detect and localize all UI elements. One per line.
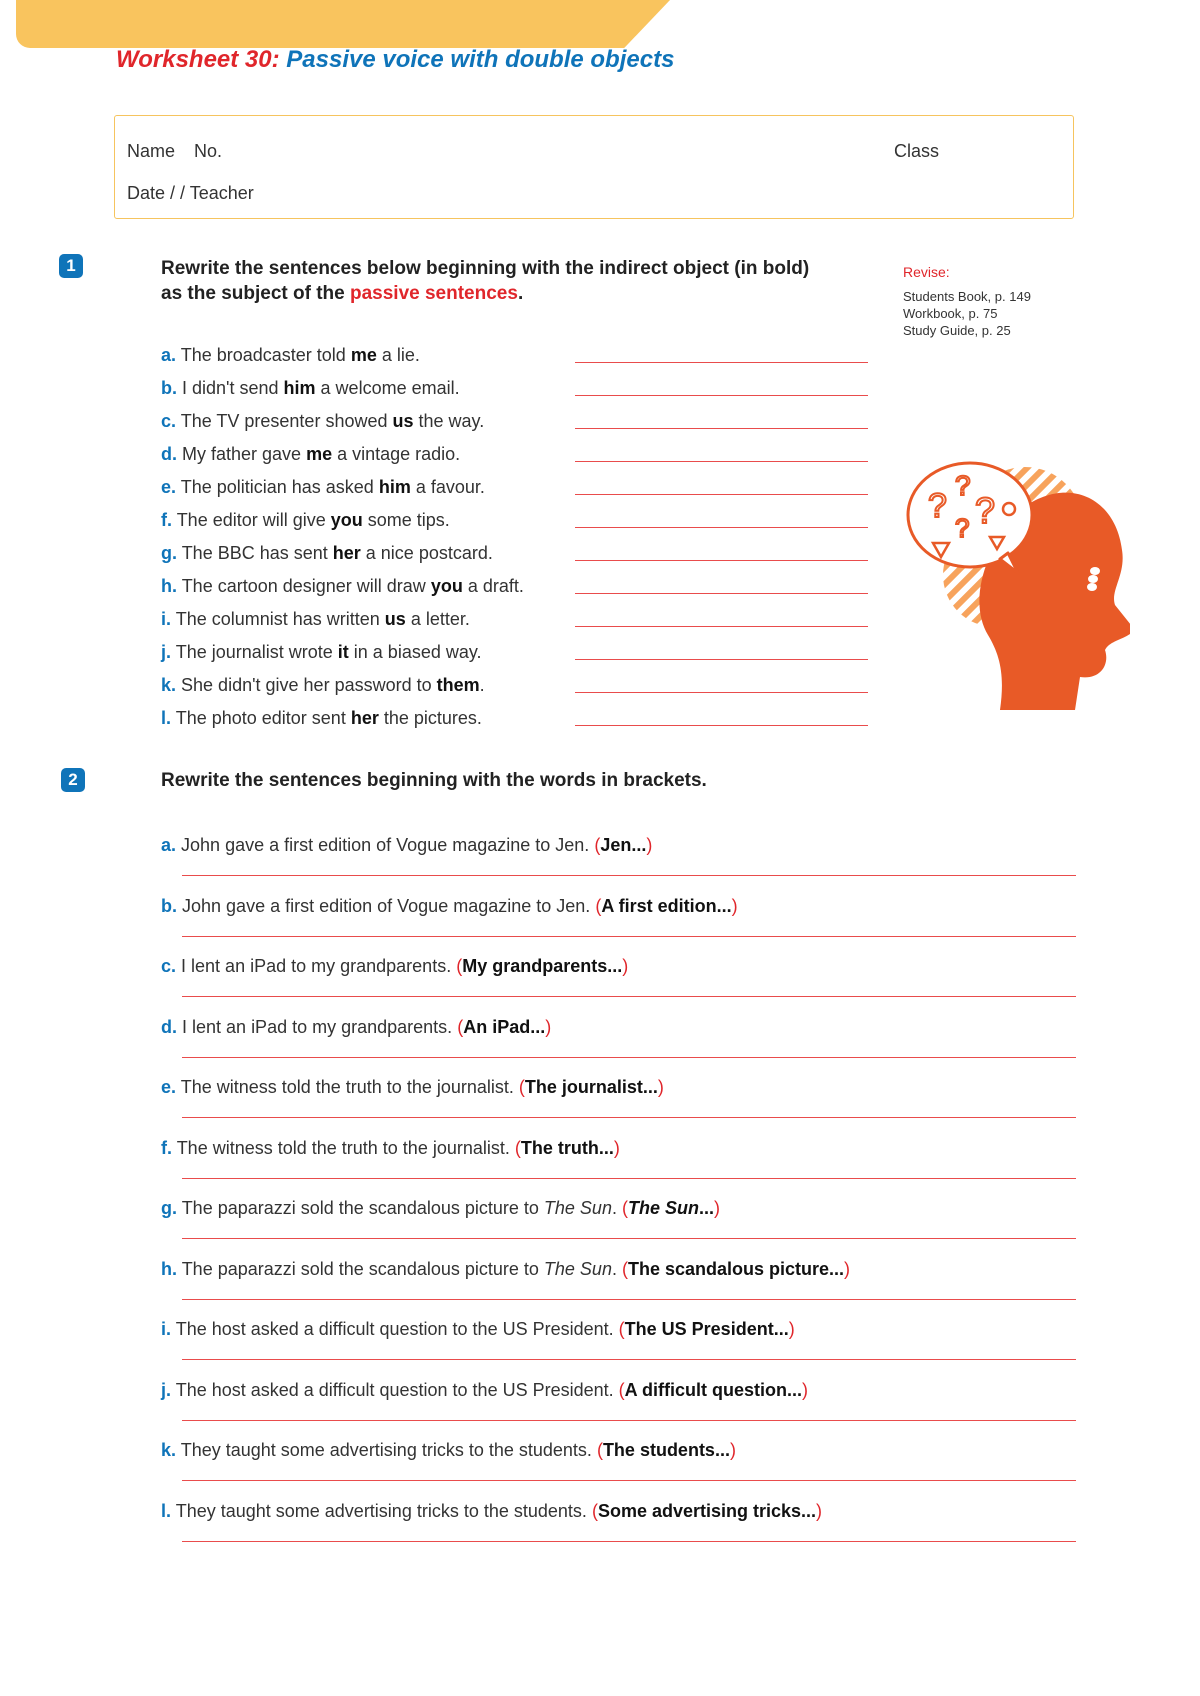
- hint-close-paren: ): [657, 1077, 664, 1097]
- indirect-object: us: [392, 411, 414, 431]
- item-text: a vintage radio.: [332, 444, 461, 464]
- item-letter: k.: [161, 1440, 177, 1460]
- hint-open-paren: (: [618, 1380, 625, 1400]
- item-sentence: .: [611, 1259, 617, 1279]
- hint-words: Some advertising tricks...: [597, 1501, 817, 1521]
- list-item: [161, 1259, 850, 1280]
- answer-line[interactable]: [182, 875, 1076, 876]
- answer-line[interactable]: [182, 1117, 1076, 1118]
- item-letter: a.: [161, 345, 177, 365]
- hint-close-paren: ): [714, 1198, 720, 1218]
- hint-close-paren: ): [816, 1501, 823, 1521]
- title-text: Passive voice with double objects: [286, 46, 675, 73]
- answer-line[interactable]: [182, 1420, 1076, 1421]
- item-letter: a.: [161, 835, 177, 855]
- svg-text:?: ?: [955, 513, 970, 543]
- indirect-object: you: [430, 576, 463, 596]
- list-item: [161, 896, 738, 917]
- hint-close-paren: ): [801, 1380, 808, 1400]
- item-text: The cartoon designer will draw: [181, 576, 431, 596]
- indirect-object: me: [306, 444, 333, 464]
- answer-line[interactable]: [575, 593, 868, 594]
- item-text: The journalist wrote: [175, 642, 338, 662]
- item-text: the pictures.: [378, 708, 482, 728]
- item-letter: f.: [161, 1138, 172, 1158]
- item-letter: j.: [161, 1380, 172, 1400]
- hint-open-paren: (: [618, 1319, 625, 1339]
- answer-line[interactable]: [182, 1178, 1076, 1179]
- answer-line[interactable]: [182, 1299, 1076, 1300]
- indirect-object: you: [330, 510, 363, 530]
- hint-close-paren: ): [844, 1259, 851, 1279]
- teacher-field-label[interactable]: Teacher: [189, 183, 254, 203]
- item-letter: i.: [161, 609, 172, 629]
- item-text: The BBC has sent: [181, 543, 333, 563]
- item-text: a letter.: [405, 609, 470, 629]
- hint-words: A first edition...: [601, 896, 732, 916]
- item-text: The TV presenter showed: [180, 411, 393, 431]
- list-item: [161, 1319, 795, 1340]
- item-sentence: I lent an iPad to my grandparents.: [182, 1017, 453, 1037]
- top-decorative-band: [16, 0, 670, 48]
- list-item: [161, 1138, 620, 1159]
- list-item: [161, 543, 493, 564]
- list-item: [161, 675, 485, 696]
- hint-open-paren: (: [594, 835, 601, 855]
- hint-open-paren: (: [457, 1017, 464, 1037]
- item-text: some tips.: [362, 510, 450, 530]
- item-letter: l.: [161, 708, 172, 728]
- answer-line[interactable]: [575, 461, 868, 462]
- answer-line[interactable]: [575, 395, 868, 396]
- item-letter: d.: [161, 444, 177, 464]
- passive-sentences-highlight: passive sentences: [349, 283, 518, 304]
- indirect-object: them: [436, 675, 480, 695]
- item-letter: g.: [161, 1198, 177, 1218]
- revise-heading: Revise:: [903, 264, 950, 280]
- indirect-object: her: [350, 708, 379, 728]
- list-item: [161, 477, 485, 498]
- item-sentence: The host asked a difficult question to the US President.: [175, 1380, 614, 1400]
- hint-open-paren: (: [518, 1077, 525, 1097]
- date-slashes: / /: [170, 183, 186, 203]
- date-row: [127, 183, 254, 204]
- item-text: a nice postcard.: [360, 543, 493, 563]
- answer-line[interactable]: [182, 1057, 1076, 1058]
- hint-open-paren: (: [456, 956, 463, 976]
- answer-line[interactable]: [575, 362, 868, 363]
- list-item: [161, 956, 628, 977]
- item-text: The columnist has written: [175, 609, 385, 629]
- indirect-object: me: [350, 345, 377, 365]
- exercise-2-badge: 2: [61, 768, 85, 792]
- answer-line[interactable]: [575, 725, 868, 726]
- name-row: [127, 141, 222, 162]
- list-item: [161, 1501, 822, 1522]
- item-text: The photo editor sent: [175, 708, 351, 728]
- item-letter: i.: [161, 1319, 172, 1339]
- item-text: in a biased way.: [348, 642, 482, 662]
- answer-line[interactable]: [575, 527, 868, 528]
- item-sentence: I lent an iPad to my grandparents.: [181, 956, 452, 976]
- hint-open-paren: (: [621, 1198, 628, 1218]
- hint-words: The students...: [602, 1440, 730, 1460]
- svg-text:?: ?: [975, 490, 996, 531]
- item-sentence: They taught some advertising tricks to the students.: [180, 1440, 592, 1460]
- exercise-1-badge: 1: [59, 254, 83, 278]
- indirect-object: her: [332, 543, 361, 563]
- item-letter: c.: [161, 411, 177, 431]
- indirect-object: us: [384, 609, 406, 629]
- answer-line[interactable]: [575, 659, 868, 660]
- item-letter: c.: [161, 956, 177, 976]
- answer-line[interactable]: [575, 692, 868, 693]
- list-item: [161, 1017, 551, 1038]
- revise-box: [903, 264, 1031, 339]
- list-item: [161, 1440, 736, 1461]
- list-item: [161, 378, 460, 399]
- number-field-label[interactable]: No.: [194, 141, 223, 161]
- answer-line[interactable]: [182, 1359, 1076, 1360]
- list-item: [161, 1077, 664, 1098]
- revise-line: Workbook, p. 75: [903, 306, 998, 321]
- date-field-label[interactable]: Date: [127, 183, 166, 203]
- item-sentence: John gave a first edition of Vogue magazine to Jen.: [181, 835, 590, 855]
- item-text: The editor will give: [176, 510, 331, 530]
- item-letter: j.: [161, 642, 172, 662]
- list-item: [161, 609, 470, 630]
- item-letter: h.: [161, 576, 177, 596]
- list-item: [161, 345, 420, 366]
- indirect-object: him: [283, 378, 316, 398]
- item-letter: e.: [161, 1077, 177, 1097]
- item-letter: b.: [161, 378, 177, 398]
- list-item: [161, 1380, 808, 1401]
- item-text: She didn't give her password to: [181, 675, 437, 695]
- hint-close-paren: ): [646, 835, 653, 855]
- item-letter: h.: [161, 1259, 177, 1279]
- hint-close-paren: ): [545, 1017, 552, 1037]
- item-text: My father gave: [182, 444, 307, 464]
- name-field-label[interactable]: Name: [127, 141, 176, 161]
- answer-line[interactable]: [182, 1480, 1076, 1481]
- item-letter: d.: [161, 1017, 177, 1037]
- item-text: the way.: [413, 411, 485, 431]
- hint-close-paren: ): [788, 1319, 795, 1339]
- item-letter: k.: [161, 675, 177, 695]
- list-item: [161, 1198, 720, 1219]
- list-item: [161, 444, 460, 465]
- item-sentence: They taught some advertising tricks to the students.: [175, 1501, 587, 1521]
- answer-line[interactable]: [182, 936, 1076, 937]
- item-letter: l.: [161, 1501, 172, 1521]
- item-sentence: .: [611, 1198, 617, 1218]
- hint-words: My grandparents...: [462, 956, 623, 976]
- item-sentence: The paparazzi sold the scandalous picture to: [181, 1259, 544, 1279]
- indirect-object: it: [337, 642, 349, 662]
- item-text: .: [479, 675, 485, 695]
- answer-line[interactable]: [575, 626, 868, 627]
- hint-words: The journalist...: [524, 1077, 658, 1097]
- title-number: Worksheet 30:: [116, 46, 280, 73]
- hint-words: An iPad...: [463, 1017, 546, 1037]
- item-text: The politician has asked: [180, 477, 379, 497]
- thinking-head-question-marks-icon: [900, 455, 1130, 715]
- item-letter: g.: [161, 543, 177, 563]
- hint-words: The US President...: [624, 1319, 789, 1339]
- list-item: [161, 642, 482, 663]
- svg-text:?: ?: [928, 487, 947, 525]
- hint-words: A difficult question...: [624, 1380, 802, 1400]
- list-item: [161, 510, 450, 531]
- hint-open-paren: (: [621, 1259, 628, 1279]
- list-item: [161, 708, 482, 729]
- hint-words: The truth...: [520, 1138, 614, 1158]
- list-item: [161, 411, 484, 432]
- indirect-object: him: [378, 477, 411, 497]
- item-letter: f.: [161, 510, 172, 530]
- hint-open-paren: (: [595, 896, 602, 916]
- answer-line[interactable]: [575, 560, 868, 561]
- item-text: I didn't send: [182, 378, 284, 398]
- item-letter: e.: [161, 477, 177, 497]
- hint-words: Jen...: [600, 835, 647, 855]
- revise-line: Study Guide, p. 25: [903, 323, 1011, 338]
- item-sentence: John gave a first edition of Vogue magazine to Jen.: [182, 896, 591, 916]
- item-text: The broadcaster told: [180, 345, 351, 365]
- item-sentence: The host asked a difficult question to the US President.: [175, 1319, 614, 1339]
- exercise-2-instruction: Rewrite the sentences beginning with the words in brackets.: [161, 770, 707, 791]
- item-letter: b.: [161, 896, 177, 916]
- answer-line[interactable]: [182, 1238, 1076, 1239]
- hint-open-paren: (: [591, 1501, 598, 1521]
- hint-open-paren: (: [514, 1138, 521, 1158]
- item-sentence: The paparazzi sold the scandalous picture to: [181, 1198, 544, 1218]
- class-field-label[interactable]: Class: [894, 141, 940, 161]
- svg-text:?: ?: [955, 470, 971, 501]
- hint-open-paren: (: [596, 1440, 603, 1460]
- item-sentence: The witness told the truth to the journalist.: [176, 1138, 510, 1158]
- item-sentence-italic: The Sun: [543, 1259, 612, 1279]
- hint-close-paren: ): [731, 896, 738, 916]
- item-text: a lie.: [376, 345, 420, 365]
- revise-line: Students Book, p. 149: [903, 289, 1031, 304]
- hint-close-paren: ): [613, 1138, 620, 1158]
- exercise-1-instruction: Rewrite the sentences below beginning with the indirect object (in bold) as the subject of the passive sentences.: [161, 258, 810, 304]
- answer-line[interactable]: [575, 494, 868, 495]
- item-sentence: The witness told the truth to the journalist.: [180, 1077, 514, 1097]
- list-item: [161, 835, 652, 856]
- hint-close-paren: ): [729, 1440, 736, 1460]
- item-text: a welcome email.: [315, 378, 460, 398]
- student-info-box: [114, 115, 1074, 219]
- hint-close-paren: ): [622, 956, 629, 976]
- hint-words: The Sun: [627, 1198, 699, 1218]
- answer-line[interactable]: [182, 1541, 1076, 1542]
- answer-line[interactable]: [575, 428, 868, 429]
- item-text: a draft.: [462, 576, 524, 596]
- item-text: a favour.: [410, 477, 485, 497]
- hint-words: The scandalous picture...: [627, 1259, 845, 1279]
- answer-line[interactable]: [182, 996, 1076, 997]
- hint-words: ...: [698, 1198, 714, 1218]
- item-sentence-italic: The Sun: [543, 1198, 612, 1218]
- list-item: [161, 576, 524, 597]
- page-title: [116, 46, 674, 74]
